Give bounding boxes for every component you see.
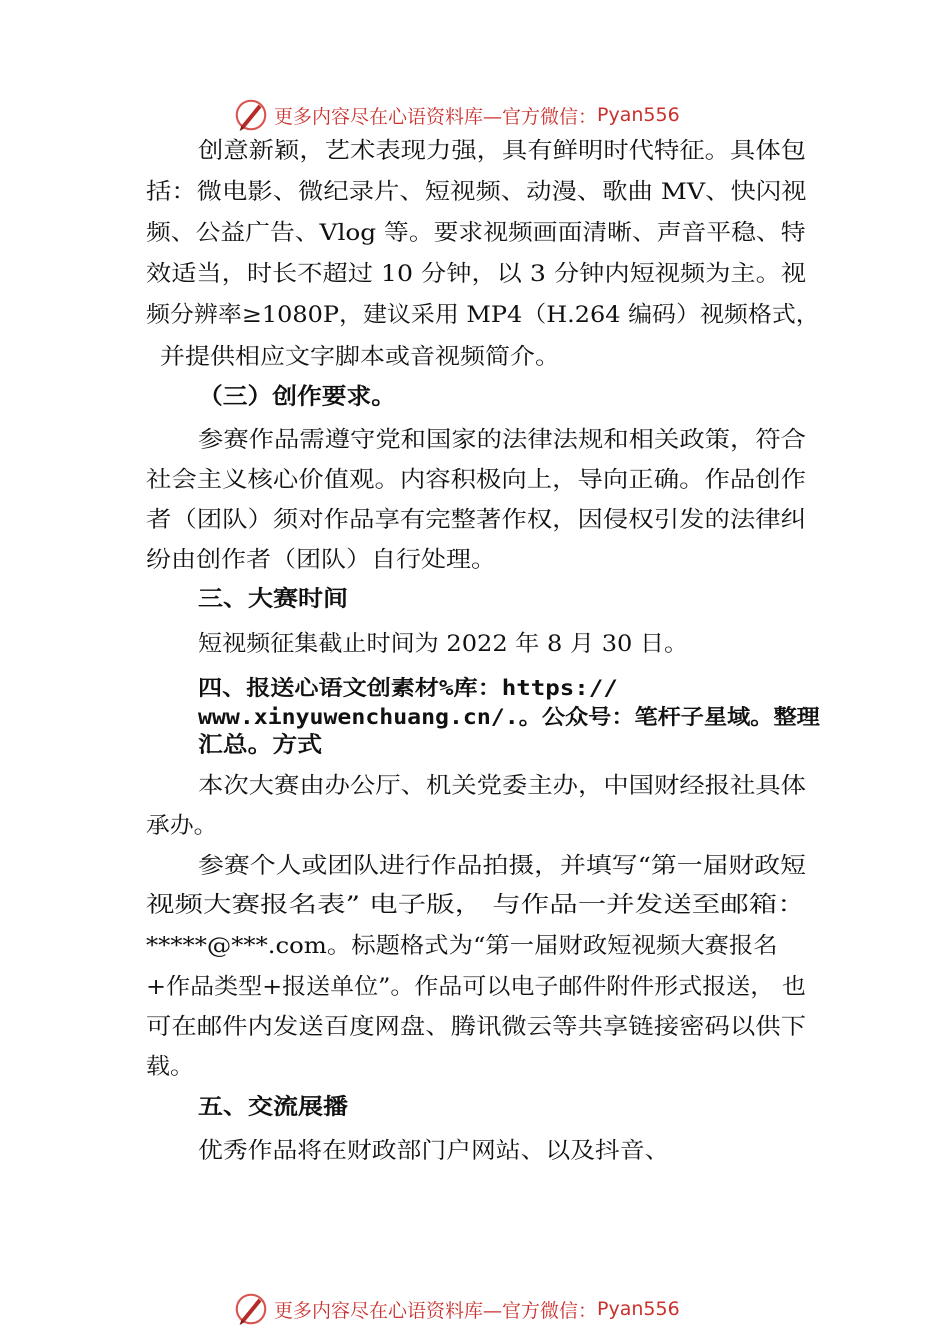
text-line: 可在邮件内发送百度网盘、腾讯微云等共享链接密码以供下 (146, 1014, 807, 1040)
text-line: 载。 (146, 1054, 195, 1080)
pen-logo-icon (232, 1290, 270, 1328)
text-line: +作品类型+报送单位”。作品可以电子邮件附件形式报送， 也 (146, 974, 806, 1000)
text-line: 参赛个人或团队进行作品拍摄，并填写“第一届财政短 (198, 853, 807, 879)
text-line: 创意新颖，艺术表现力强，具有鲜明时代特征。具体包 (198, 138, 807, 164)
section-heading: 汇总。方式 (198, 733, 323, 758)
section-heading: 五、交流展播 (198, 1095, 349, 1120)
watermark-text: 更多内容尽在心语资料库—官方微信： (274, 1299, 598, 1322)
section-heading: www.xinyuwenchuang.cn/.。公众号：笔杆子星域。整理 (198, 705, 820, 729)
section-heading: 四、报送心语文创素材%库：https:// (198, 676, 618, 700)
text-line: 社会主义核心价值观。内容积极向上，导向正确。作品创作 (146, 467, 807, 493)
text-line: 者（团队）须对作品享有完整著作权，因侵权引发的法律纠 (146, 507, 807, 533)
text-line: 括：微电影、微纪录片、短视频、动漫、歌曲 MV、快闪视 (146, 179, 807, 205)
section-heading: 三、大赛时间 (198, 587, 349, 612)
watermark-wechat-id: Pyan556 (597, 104, 680, 126)
pen-logo-icon (232, 96, 270, 134)
watermark-wechat-id: Pyan556 (597, 1298, 680, 1320)
text-line: *****@***.com。标题格式为“第一届财政短视频大赛报名 (146, 933, 778, 959)
text-line: 承办。 (146, 813, 218, 839)
text-line: 参赛作品需遵守党和国家的法律法规和相关政策，符合 (198, 427, 807, 453)
header-watermark (232, 96, 680, 134)
subsection-heading: （三）创作要求。 (198, 384, 397, 410)
text-line: 并提供相应文字脚本或音视频简介。 (160, 344, 561, 370)
watermark-text: 更多内容尽在心语资料库—官方微信： (274, 105, 598, 128)
text-line: 纷由创作者（团队）自行处理。 (146, 547, 497, 573)
text-line: 频分辨率≥1080P，建议采用 MP4（H.264 编码）视频格式， (146, 302, 820, 328)
footer-watermark (232, 1290, 680, 1328)
text-line: 频、公益广告、Vlog 等。要求视频画面清晰、声音平稳、特 (146, 220, 806, 246)
text-line: 效适当，时长不超过 10 分钟，以 3 分钟内短视频为主。视 (146, 261, 807, 287)
text-line: 短视频征集截止时间为 2022 年 8 月 30 日。 (198, 631, 689, 657)
text-line: 优秀作品将在财政部门户网站、以及抖音、 (198, 1138, 670, 1164)
text-line: 视频大赛报名表” 电子版， 与作品一并发送至邮箱： (146, 892, 806, 918)
text-line: 本次大赛由办公厅、机关党委主办，中国财经报社具体 (198, 773, 807, 799)
